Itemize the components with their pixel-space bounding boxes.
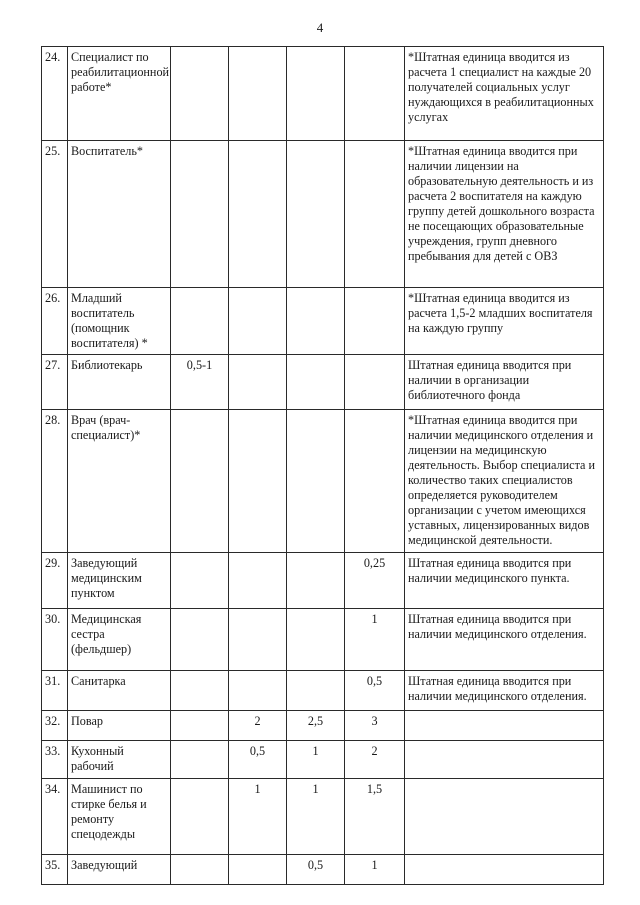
staff-count-cell-1 <box>171 288 229 355</box>
table-row <box>42 711 604 741</box>
position-name-cell: Врач (врач-специалист)* <box>68 410 171 553</box>
note-cell <box>405 779 604 855</box>
note-cell: Штатная единица вводится при наличии медицинского отделения. <box>405 609 604 671</box>
table-body <box>42 47 604 885</box>
position-name-cell: Заведующий <box>68 855 171 885</box>
row-number-cell: 30. <box>42 609 68 671</box>
row-number-cell: 35. <box>42 855 68 885</box>
table-row <box>42 671 604 711</box>
staff-count-cell-3 <box>287 47 345 141</box>
staff-count-cell-3 <box>287 609 345 671</box>
staff-table <box>41 46 604 885</box>
note-cell: Штатная единица вводится при наличии в организации библиотечного фонда <box>405 355 604 410</box>
staff-count-cell-4: 0,25 <box>345 553 405 609</box>
row-number-cell: 25. <box>42 141 68 288</box>
staff-count-cell-3: 2,5 <box>287 711 345 741</box>
row-number-cell: 29. <box>42 553 68 609</box>
position-name-cell: Повар <box>68 711 171 741</box>
staff-count-cell-3 <box>287 671 345 711</box>
staff-count-cell-4: 1 <box>345 855 405 885</box>
staff-count-cell-3 <box>287 355 345 410</box>
staff-count-cell-4 <box>345 288 405 355</box>
staff-count-cell-2 <box>229 410 287 553</box>
staff-count-cell-4 <box>345 141 405 288</box>
staff-count-cell-2 <box>229 288 287 355</box>
staff-count-cell-1 <box>171 741 229 779</box>
staff-count-cell-1 <box>171 609 229 671</box>
staff-count-cell-1 <box>171 553 229 609</box>
staff-count-cell-4: 1,5 <box>345 779 405 855</box>
staff-count-cell-1 <box>171 711 229 741</box>
staff-count-cell-4: 0,5 <box>345 671 405 711</box>
table-row <box>42 741 604 779</box>
position-name-cell: Медицинская сестра (фельдшер) <box>68 609 171 671</box>
note-cell: *Штатная единица вводится при наличии медицинского отделения и лицензии на медицинскую деятельность. Выбор специалиста и количество таких специалистов определяется руководителем организации с учетом имеющихся уставных, лицензированных видов медицинской деятельности. <box>405 410 604 553</box>
row-number-cell: 33. <box>42 741 68 779</box>
table-row <box>42 609 604 671</box>
staff-count-cell-2 <box>229 855 287 885</box>
staff-count-cell-2 <box>229 671 287 711</box>
staff-count-cell-1 <box>171 855 229 885</box>
table-row <box>42 855 604 885</box>
staff-count-cell-1 <box>171 779 229 855</box>
staff-count-cell-4 <box>345 47 405 141</box>
staff-count-cell-4: 3 <box>345 711 405 741</box>
position-name-cell: Воспитатель* <box>68 141 171 288</box>
row-number-cell: 24. <box>42 47 68 141</box>
position-name-cell: Машинист по стирке белья и ремонту спецодежды <box>68 779 171 855</box>
note-cell: Штатная единица вводится при наличии медицинского отделения. <box>405 671 604 711</box>
table-row <box>42 410 604 553</box>
note-cell: *Штатная единица вводится из расчета 1 специалист на каждые 20 получателей социальных услуг нуждающихся в реабилитационных услугах <box>405 47 604 141</box>
row-number-cell: 26. <box>42 288 68 355</box>
position-name-cell: Специалист по реабилитационной работе* <box>68 47 171 141</box>
staff-count-cell-1 <box>171 141 229 288</box>
row-number-cell: 34. <box>42 779 68 855</box>
staff-count-cell-3 <box>287 410 345 553</box>
position-name-cell: Библиотекарь <box>68 355 171 410</box>
table-row <box>42 141 604 288</box>
staff-count-cell-3 <box>287 288 345 355</box>
staff-count-cell-3: 1 <box>287 741 345 779</box>
note-cell <box>405 741 604 779</box>
position-name-cell: Кухонный рабочий <box>68 741 171 779</box>
row-number-cell: 27. <box>42 355 68 410</box>
table-row <box>42 779 604 855</box>
staff-count-cell-2: 1 <box>229 779 287 855</box>
staff-count-cell-2 <box>229 553 287 609</box>
note-cell <box>405 711 604 741</box>
staff-count-cell-1 <box>171 671 229 711</box>
page-number: 4 <box>316 20 324 35</box>
row-number-cell: 28. <box>42 410 68 553</box>
staff-count-cell-3: 1 <box>287 779 345 855</box>
staff-count-cell-3: 0,5 <box>287 855 345 885</box>
position-name-cell: Санитарка <box>68 671 171 711</box>
table-row <box>42 47 604 141</box>
staff-count-cell-2 <box>229 141 287 288</box>
staff-count-cell-2 <box>229 609 287 671</box>
staff-count-cell-4 <box>345 355 405 410</box>
position-name-cell: Заведующий медицинским пунктом <box>68 553 171 609</box>
staff-count-cell-2: 0,5 <box>229 741 287 779</box>
staff-count-cell-1: 0,5-1 <box>171 355 229 410</box>
staff-count-cell-2 <box>229 355 287 410</box>
note-cell <box>405 855 604 885</box>
note-cell: Штатная единица вводится при наличии медицинского пункта. <box>405 553 604 609</box>
table-row <box>42 355 604 410</box>
staff-count-cell-2 <box>229 47 287 141</box>
staff-count-cell-4: 1 <box>345 609 405 671</box>
staff-count-cell-4 <box>345 410 405 553</box>
table-row <box>42 288 604 355</box>
position-name-cell: Младший воспитатель (помощник воспитателя) * <box>68 288 171 355</box>
row-number-cell: 31. <box>42 671 68 711</box>
row-number-cell: 32. <box>42 711 68 741</box>
note-cell: *Штатная единица вводится из расчета 1,5-2 младших воспитателя на каждую группу <box>405 288 604 355</box>
staff-count-cell-4: 2 <box>345 741 405 779</box>
staff-count-cell-3 <box>287 141 345 288</box>
staff-count-cell-1 <box>171 47 229 141</box>
staff-count-cell-1 <box>171 410 229 553</box>
staff-count-cell-2: 2 <box>229 711 287 741</box>
staff-count-cell-3 <box>287 553 345 609</box>
table-row <box>42 553 604 609</box>
note-cell: *Штатная единица вводится при наличии лицензии на образовательную деятельность и из расчета 2 воспитателя на каждую группу детей дошкольного возраста не посещающих образовательные учреждения, групп дневного пребывания для детей с ОВЗ <box>405 141 604 288</box>
